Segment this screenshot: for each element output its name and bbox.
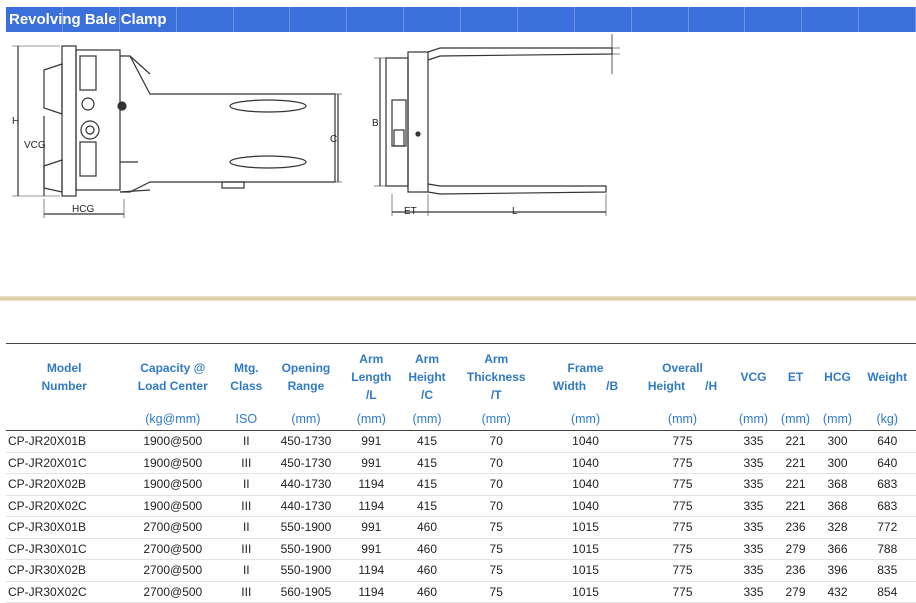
top-frame xyxy=(408,52,428,192)
table-unit-cell: (mm) xyxy=(732,410,774,431)
table-cell: 1040 xyxy=(539,474,633,496)
table-cell: 460 xyxy=(400,538,454,560)
table-cell: 75 xyxy=(454,581,539,603)
top-arm-upper xyxy=(428,48,612,60)
table-cell: 1900@500 xyxy=(122,431,223,453)
table-cell: 1194 xyxy=(342,474,400,496)
table-header-cell xyxy=(817,344,859,411)
table-cell: 221 xyxy=(774,452,816,474)
side-arm-slot-top xyxy=(230,100,306,112)
table-cell: 2700@500 xyxy=(122,538,223,560)
table-header-cell xyxy=(859,344,916,411)
table-unit-cell: (mm) xyxy=(539,410,633,431)
table-cell: 683 xyxy=(859,495,916,517)
table-cell: 1015 xyxy=(539,517,633,539)
table-header-line: Range xyxy=(287,379,325,393)
table-header-cell xyxy=(633,344,733,411)
table-cell: 775 xyxy=(633,431,733,453)
model-number-cell: CP-JR30X02B xyxy=(6,560,122,582)
table-cell: 460 xyxy=(400,581,454,603)
table-cell: 415 xyxy=(400,431,454,453)
page-title: Revolving Bale Clamp xyxy=(9,11,167,28)
model-number-cell: CP-JR20X01C xyxy=(6,452,122,474)
table-cell: 75 xyxy=(454,560,539,582)
table-cell: 335 xyxy=(732,538,774,560)
model-number-cell: CP-JR20X02B xyxy=(6,474,122,496)
model-number-cell: CP-JR20X02C xyxy=(6,495,122,517)
table-header-line: Opening xyxy=(281,361,331,375)
table-cell: 335 xyxy=(732,431,774,453)
table-header-line: VCG xyxy=(740,370,767,384)
table-cell: 335 xyxy=(732,452,774,474)
table-unit-cell: (mm) xyxy=(633,410,733,431)
table-cell: 415 xyxy=(400,474,454,496)
table-cell: 1015 xyxy=(539,560,633,582)
side-carriage-plate xyxy=(62,46,76,196)
dim-b-label: B xyxy=(372,118,379,129)
table-cell: 432 xyxy=(817,581,859,603)
model-number-cell: CP-JR20X01B xyxy=(6,431,122,453)
table-header-cell xyxy=(539,344,633,411)
table-cell: 2700@500 xyxy=(122,581,223,603)
side-cylinder-bottom xyxy=(44,160,62,192)
side-rotator xyxy=(81,121,99,139)
table-cell: 366 xyxy=(817,538,859,560)
table-cell: 70 xyxy=(454,431,539,453)
table-header-line: Number xyxy=(41,379,87,393)
table-cell: 775 xyxy=(633,517,733,539)
table-cell: 415 xyxy=(400,452,454,474)
table-cell: III xyxy=(223,538,269,560)
table-cell: II xyxy=(223,517,269,539)
table-cell: 640 xyxy=(859,431,916,453)
table-header-cell xyxy=(342,344,400,411)
table-row xyxy=(6,452,916,474)
table-cell: 1900@500 xyxy=(122,495,223,517)
table-header-cell xyxy=(454,344,539,411)
table-row xyxy=(6,538,916,560)
table-cell: 775 xyxy=(633,560,733,582)
table-cell: 1040 xyxy=(539,431,633,453)
table-cell: 335 xyxy=(732,517,774,539)
table-header-line: /L xyxy=(365,388,377,402)
table-cell: 835 xyxy=(859,560,916,582)
dim-c-label: C xyxy=(330,134,338,145)
table-header-line: Capacity @ xyxy=(140,361,206,375)
table-unit-cell: (mm) xyxy=(817,410,859,431)
table-cell: 236 xyxy=(774,560,816,582)
table-cell: 460 xyxy=(400,517,454,539)
table-row xyxy=(6,431,916,453)
table-cell: 1040 xyxy=(539,495,633,517)
table-cell: 460 xyxy=(400,560,454,582)
top-arm-lower xyxy=(428,184,606,194)
side-arm-slot-bottom xyxy=(230,156,306,168)
table-cell: 775 xyxy=(633,452,733,474)
table-header-cell xyxy=(122,344,223,411)
table-units-row xyxy=(6,410,916,431)
table-header-line: Model xyxy=(46,361,82,375)
table-cell: 236 xyxy=(774,517,816,539)
table-cell: 440-1730 xyxy=(269,495,342,517)
table-header-line: ET xyxy=(787,370,804,384)
side-bracket-top xyxy=(80,56,96,90)
top-carriage xyxy=(386,58,408,186)
table-header-line: /C xyxy=(421,388,434,402)
table-body xyxy=(6,431,916,603)
table-cell: 368 xyxy=(817,495,859,517)
table-row xyxy=(6,474,916,496)
table-cell: III xyxy=(223,495,269,517)
table-header-cell xyxy=(400,344,454,411)
table-header-line: Thickness xyxy=(466,370,526,384)
table-header-line: Load Center xyxy=(137,379,208,393)
table-cell: 775 xyxy=(633,538,733,560)
table-cell: 788 xyxy=(859,538,916,560)
table-cell: III xyxy=(223,452,269,474)
table-header-line: Height xyxy=(408,370,446,384)
table-header-cell xyxy=(6,344,122,411)
table-cell: 335 xyxy=(732,560,774,582)
table-cell: 775 xyxy=(633,581,733,603)
table-cell: II xyxy=(223,431,269,453)
model-number-cell: CP-JR30X02C xyxy=(6,581,122,603)
table-cell: 335 xyxy=(732,495,774,517)
table-cell: 550-1900 xyxy=(269,517,342,539)
table-header-line: Class xyxy=(230,379,263,393)
table-cell: 1040 xyxy=(539,452,633,474)
table-cell: 440-1730 xyxy=(269,474,342,496)
table-cell: 854 xyxy=(859,581,916,603)
table-cell: 70 xyxy=(454,474,539,496)
table-cell: 775 xyxy=(633,474,733,496)
table-unit-cell: (mm) xyxy=(400,410,454,431)
table-unit-cell: (mm) xyxy=(269,410,342,431)
side-arm-foot xyxy=(222,182,244,188)
table-header-line: Arm xyxy=(359,352,384,366)
table-cell: 2700@500 xyxy=(122,560,223,582)
table-header-line: Mtg. xyxy=(233,361,259,375)
table-cell: 300 xyxy=(817,431,859,453)
table-cell: 221 xyxy=(774,431,816,453)
table-cell: 1194 xyxy=(342,560,400,582)
table-cell: 279 xyxy=(774,538,816,560)
table-cell: 1015 xyxy=(539,581,633,603)
table-cell: II xyxy=(223,474,269,496)
table-header-row xyxy=(6,344,916,411)
table-header-line: Frame xyxy=(567,361,604,375)
table-cell: 415 xyxy=(400,495,454,517)
dim-vcg-label: VCG xyxy=(24,140,46,151)
dim-l-label: L xyxy=(512,206,518,217)
model-number-cell: CP-JR30X01B xyxy=(6,517,122,539)
table-unit-cell: (kg) xyxy=(859,410,916,431)
table-unit-cell: (kg@mm) xyxy=(122,410,223,431)
table-cell: 991 xyxy=(342,452,400,474)
table-header-line: Arm xyxy=(484,352,509,366)
table-cell: 640 xyxy=(859,452,916,474)
table-cell: 1194 xyxy=(342,495,400,517)
table-header-cell xyxy=(223,344,269,411)
table-cell: 1194 xyxy=(342,581,400,603)
table-cell: 991 xyxy=(342,538,400,560)
table-cell: 75 xyxy=(454,538,539,560)
table-unit-cell: (mm) xyxy=(454,410,539,431)
table-cell: 991 xyxy=(342,431,400,453)
side-pivot-upper xyxy=(82,98,94,110)
table-cell: 1900@500 xyxy=(122,452,223,474)
side-bracket-bottom xyxy=(80,142,96,176)
table-cell: 279 xyxy=(774,581,816,603)
table-cell: 70 xyxy=(454,452,539,474)
table-cell: 335 xyxy=(732,474,774,496)
table-cell: 991 xyxy=(342,517,400,539)
table-cell: 550-1900 xyxy=(269,560,342,582)
table-cell: 683 xyxy=(859,474,916,496)
title-bar xyxy=(6,7,916,32)
table-cell: 335 xyxy=(732,581,774,603)
table-cell: 221 xyxy=(774,474,816,496)
table-header-line: Height /H xyxy=(647,379,718,393)
table-unit-cell: (mm) xyxy=(342,410,400,431)
side-frame xyxy=(76,50,120,190)
table-row xyxy=(6,581,916,603)
side-arm-body xyxy=(120,56,338,192)
dim-et-label: ET xyxy=(404,206,417,217)
table-cell: 450-1730 xyxy=(269,452,342,474)
table-row xyxy=(6,560,916,582)
table-header-line: /T xyxy=(490,388,502,402)
table-cell: 772 xyxy=(859,517,916,539)
table-header-cell xyxy=(774,344,816,411)
table-cell: II xyxy=(223,560,269,582)
table-row xyxy=(6,495,916,517)
dim-hcg-label: HCG xyxy=(72,204,95,215)
table-header-line: Width /B xyxy=(552,379,619,393)
table-cell: 1015 xyxy=(539,538,633,560)
table-cell: III xyxy=(223,581,269,603)
table-header-line: HCG xyxy=(824,370,851,384)
table-cell: 328 xyxy=(817,517,859,539)
model-number-cell: CP-JR30X01C xyxy=(6,538,122,560)
table-header-line: Overall xyxy=(662,361,703,375)
table-cell: 70 xyxy=(454,495,539,517)
table-cell: 775 xyxy=(633,495,733,517)
table-unit-cell: (mm) xyxy=(774,410,816,431)
table-cell: 1900@500 xyxy=(122,474,223,496)
table-cell: 368 xyxy=(817,474,859,496)
table-header-cell xyxy=(269,344,342,411)
table-header-line: Arm xyxy=(415,352,440,366)
table-cell: 221 xyxy=(774,495,816,517)
table-cell: 550-1900 xyxy=(269,538,342,560)
dim-h-label: H xyxy=(12,116,20,127)
table-header-cell xyxy=(732,344,774,411)
side-cylinder-top xyxy=(44,64,62,114)
table-header-line: Length xyxy=(351,370,392,384)
section-divider xyxy=(0,296,916,301)
table-cell: 450-1730 xyxy=(269,431,342,453)
table-row xyxy=(6,517,916,539)
table-cell: 560-1905 xyxy=(269,581,342,603)
table-header-line: Weight xyxy=(867,370,908,384)
table-unit-cell xyxy=(6,410,122,431)
table-cell: 396 xyxy=(817,560,859,582)
table-cell: 300 xyxy=(817,452,859,474)
spec-table xyxy=(6,343,916,603)
table-cell: 75 xyxy=(454,517,539,539)
table-cell: 2700@500 xyxy=(122,517,223,539)
table-unit-cell: ISO xyxy=(223,410,269,431)
clamp-drawing xyxy=(0,34,916,234)
